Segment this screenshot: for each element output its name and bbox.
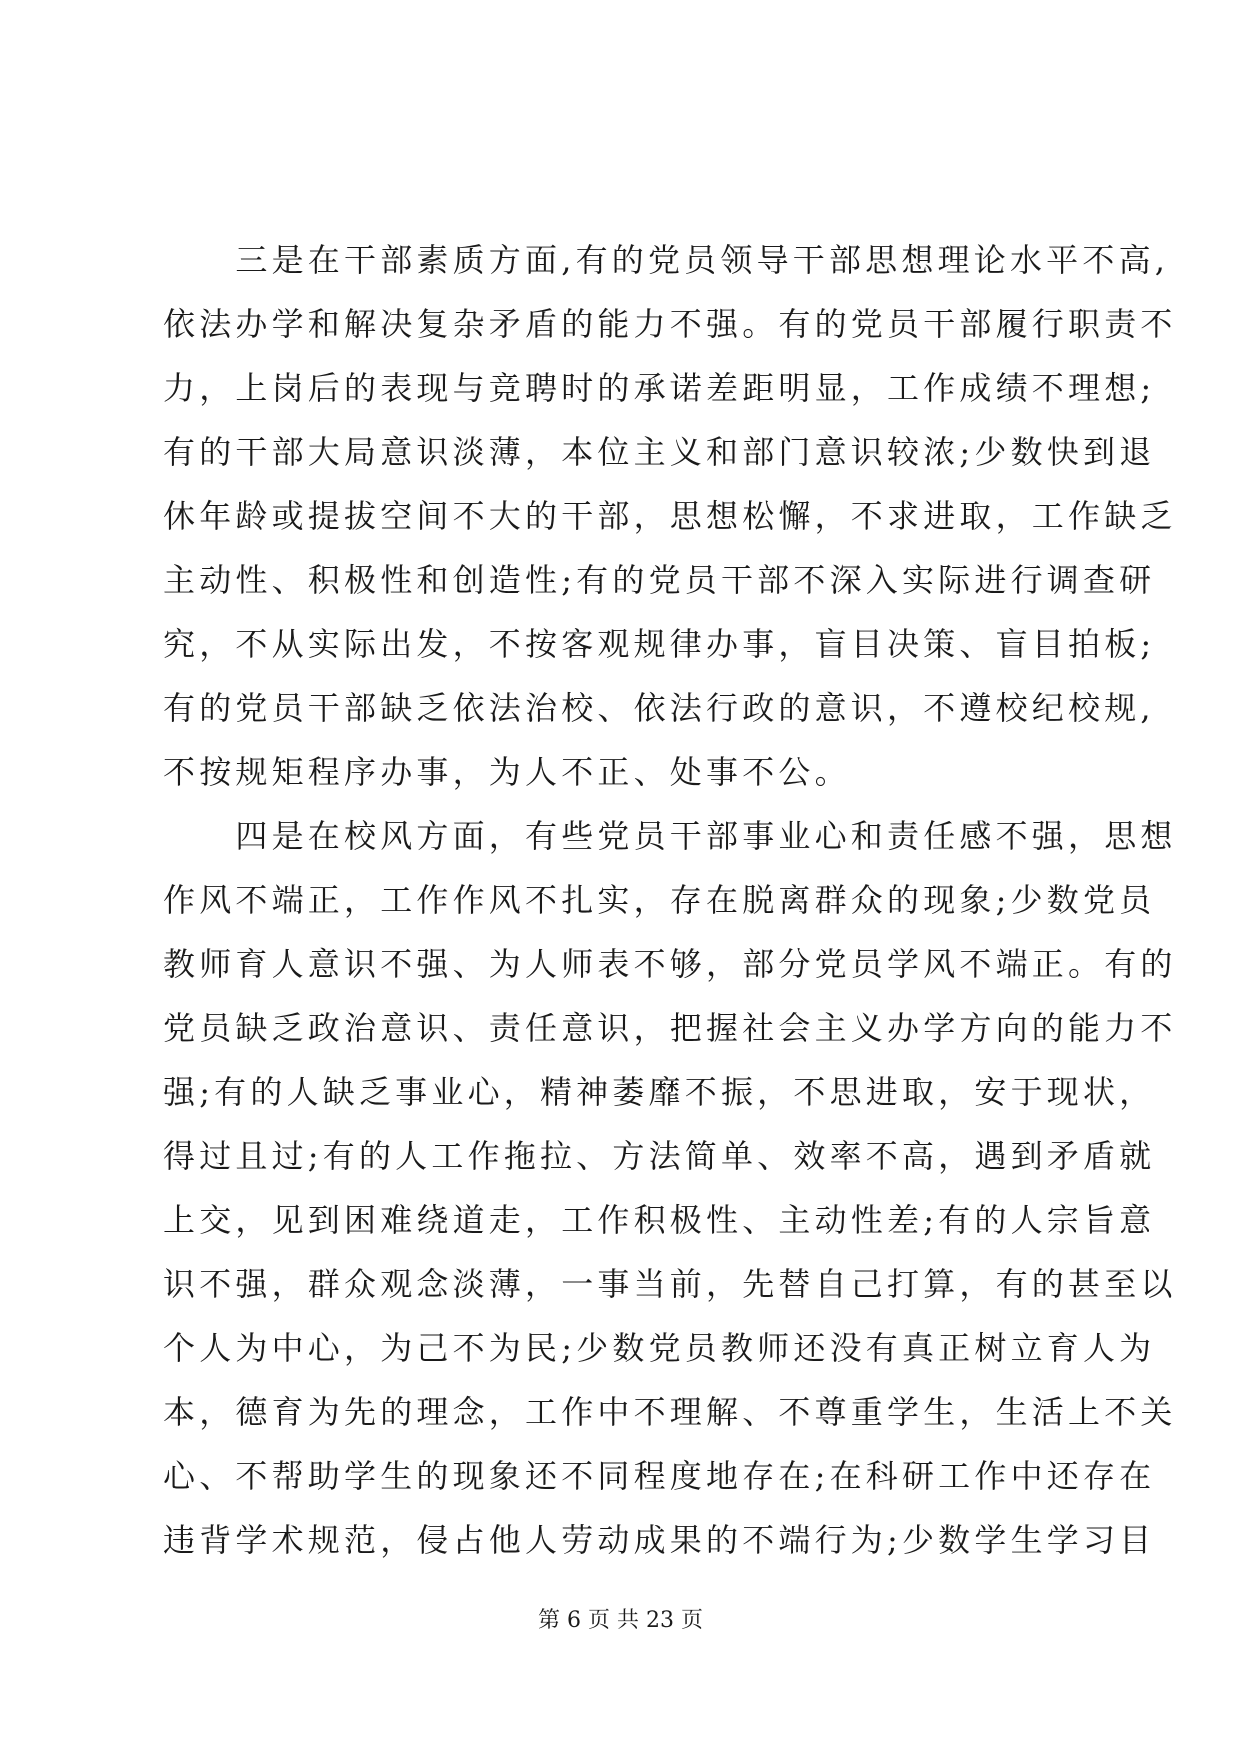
text-line: 三是在干部素质方面,有的党员领导干部思想理论水平不高, xyxy=(163,241,1170,279)
text-line: 教师育人意识不强、为人师表不够，部分党员学风不端正。有的 xyxy=(163,945,1177,983)
text-line: 心、不帮助学生的现象还不同程度地存在;在科研工作中还存在 xyxy=(163,1457,1156,1495)
text-line: 本，德育为先的理念，工作中不理解、不尊重学生，生活上不关 xyxy=(163,1393,1177,1431)
text-line: 上交，见到困难绕道走，工作积极性、主动性差;有的人宗旨意 xyxy=(163,1201,1156,1239)
text-line: 究，不从实际出发，不按客观规律办事，盲目决策、盲目拍板; xyxy=(163,625,1156,663)
text-line: 有的干部大局意识淡薄，本位主义和部门意识较浓;少数快到退 xyxy=(163,433,1156,471)
text-line: 党员缺乏政治意识、责任意识，把握社会主义办学方向的能力不 xyxy=(163,1009,1177,1047)
text-line: 不按规矩程序办事，为人不正、处事不公。 xyxy=(163,753,851,791)
text-line: 作风不端正，工作作风不扎实，存在脱离群众的现象;少数党员 xyxy=(163,881,1156,919)
text-line: 依法办学和解决复杂矛盾的能力不强。有的党员干部履行职责不 xyxy=(163,305,1177,343)
text-line: 识不强，群众观念淡薄，一事当前，先替自己打算，有的甚至以 xyxy=(163,1265,1177,1303)
text-line: 休年龄或提拔空间不大的干部，思想松懈，不求进取，工作缺乏 xyxy=(163,497,1177,535)
text-line: 有的党员干部缺乏依法治校、依法行政的意识，不遵校纪校规, xyxy=(163,689,1155,727)
text-line: 四是在校风方面，有些党员干部事业心和责任感不强，思想 xyxy=(163,817,1177,855)
body-text xyxy=(163,228,1177,1572)
text-line: 得过且过;有的人工作拖拉、方法简单、效率不高，遇到矛盾就 xyxy=(163,1137,1156,1175)
page-number-footer: 第 6 页 共 23 页 xyxy=(538,1608,703,1633)
text-line: 违背学术规范，侵占他人劳动成果的不端行为;少数学生学习目 xyxy=(163,1521,1156,1559)
text-line: 主动性、积极性和创造性;有的党员干部不深入实际进行调查研 xyxy=(163,561,1156,599)
text-line: 力，上岗后的表现与竞聘时的承诺差距明显，工作成绩不理想; xyxy=(163,369,1156,407)
text-line: 强;有的人缺乏事业心，精神萎靡不振，不思进取，安于现状， xyxy=(163,1073,1156,1111)
text-line: 个人为中心，为己不为民;少数党员教师还没有真正树立育人为 xyxy=(163,1329,1156,1367)
